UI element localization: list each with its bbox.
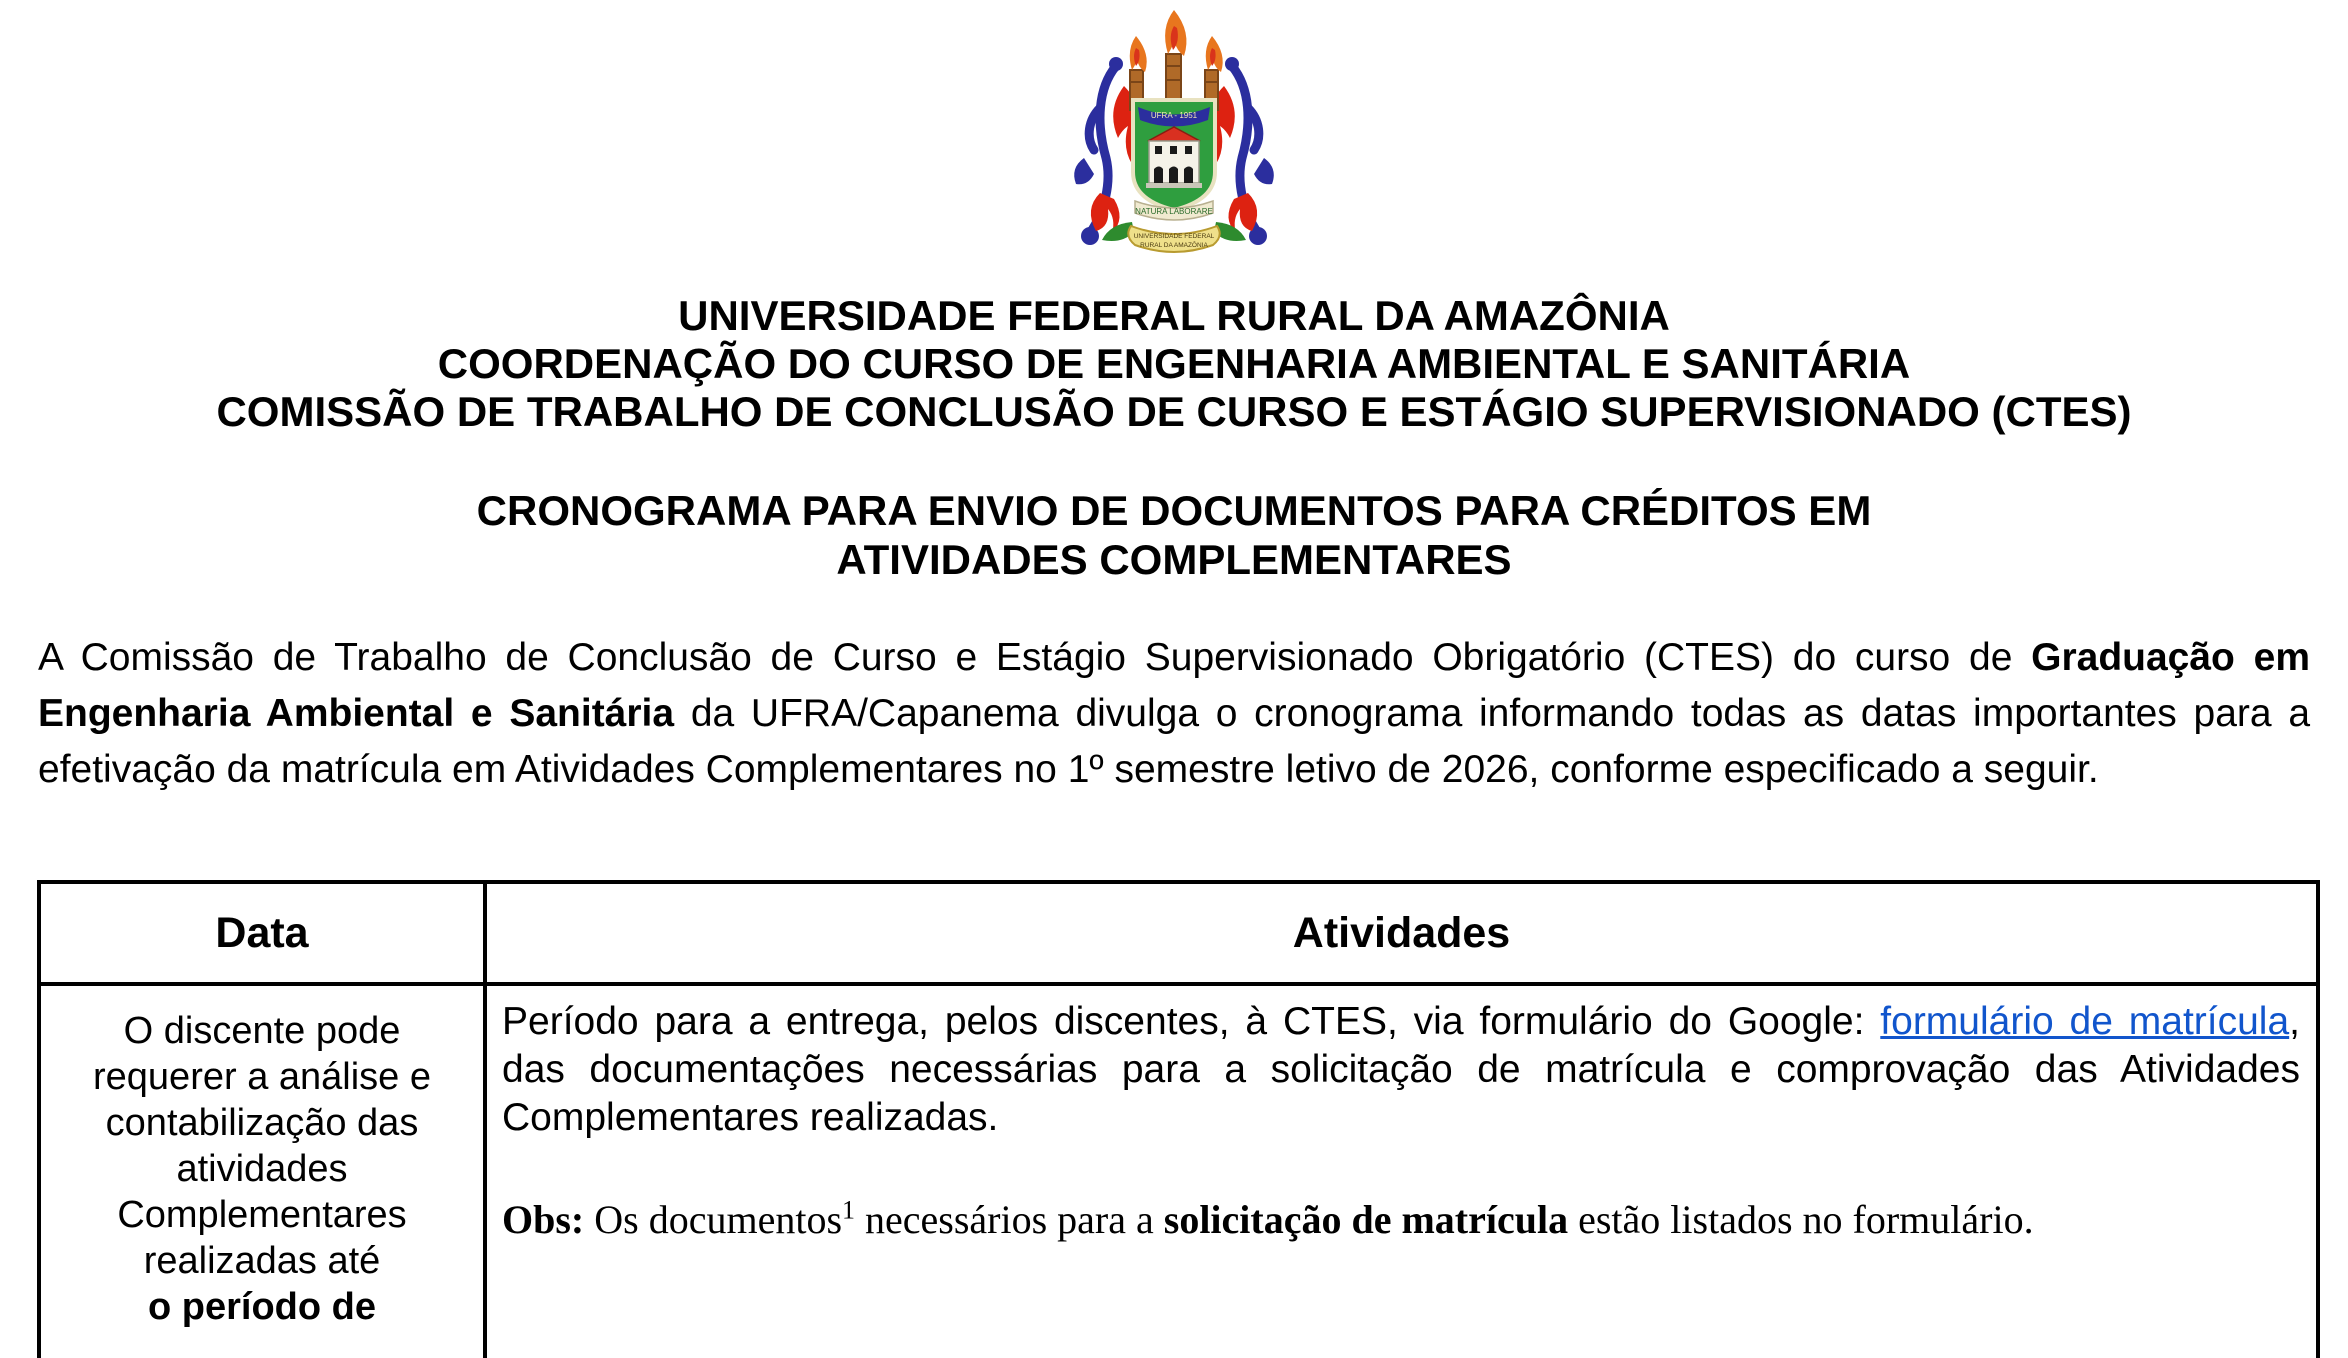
logo-banner-text: UFRA - 1951 [1150,111,1198,120]
obs-bold-text: solicitação de matrícula [1163,1197,1569,1242]
logo-ribbon-line2: RURAL DA AMAZÔNIA [1140,242,1208,249]
document-title-line-1: CRONOGRAMA PARA ENVIO DE DOCUMENTOS PARA CRÉDITOS EM [476,487,1872,534]
obs-footnote-marker: 1 [842,1195,856,1225]
activity-paragraph [502,998,2300,1142]
date-line-6: realizadas até [143,1240,381,1282]
table-row [39,984,2318,1358]
logo-ribbon-line1: UNIVERSIDADE FEDERAL [1133,233,1215,240]
intro-paragraph [38,630,2310,798]
date-line-2: requerer a análise e [93,1056,431,1098]
date-cell [39,984,485,1358]
date-line-1: O discente pode [123,1010,401,1052]
logo-motto-text: NATURA LABORARE [1135,207,1213,216]
institution-line-1: UNIVERSIDADE FEDERAL RURAL DA AMAZÔNIA [678,292,1670,339]
table-header-row [39,882,2318,984]
obs-note [502,1196,2300,1244]
activity-text-2: , das documentações necessárias para a solicitação de matrícula e comprovação das Atividades Complementares realizadas. [502,1000,2300,1139]
date-line-partial: o período de [148,1286,376,1328]
activity-text-1: Período para a entrega, pelos discentes, à CTES, via formulário do Google: [502,1000,1881,1043]
institution-line-3: COMISSÃO DE TRABALHO DE CONCLUSÃO DE CURSO E ESTÁGIO SUPERVISIONADO (CTES) [216,388,2132,435]
intro-text-2: da UFRA/Capanema divulga o cronograma informando todas as datas importantes para a efetivação da matrícula em Atividades Complementares no 1º semestre letivo de 2026, conforme especificado a seguir. [38,692,2311,791]
intro-bold-course-name: Graduação em Engenharia Ambiental e Sanitária [38,636,2310,735]
document-title-block [0,486,2348,584]
column-header-data: Data [39,882,485,984]
intro-text-1: A Comissão de Trabalho de Conclusão de Curso e Estágio Supervisionado Obrigatório (CTES) do curso de [38,636,2032,679]
ufra-coat-of-arms-icon [1038,8,1310,258]
obs-label: Obs: [502,1197,585,1242]
date-line-5: Complementares [117,1194,407,1236]
date-line-3: contabilização das [105,1102,419,1144]
matricula-form-link[interactable]: formulário de matrícula [1880,1000,2290,1043]
activity-cell [485,984,2318,1358]
schedule-table [37,880,2320,1358]
document-title-line-2: ATIVIDADES COMPLEMENTARES [836,536,1512,583]
obs-text-2: necessários para a [855,1197,1164,1242]
institution-heading-block [0,292,2348,436]
obs-text-1: Os documentos [584,1197,843,1242]
date-line-4: atividades [176,1148,348,1190]
column-header-atividades: Atividades [485,882,2318,984]
obs-text-3: estão listados no formulário. [1568,1197,2034,1242]
institution-line-2: COORDENAÇÃO DO CURSO DE ENGENHARIA AMBIENTAL E SANITÁRIA [437,340,1911,387]
logo-container [0,0,2348,260]
